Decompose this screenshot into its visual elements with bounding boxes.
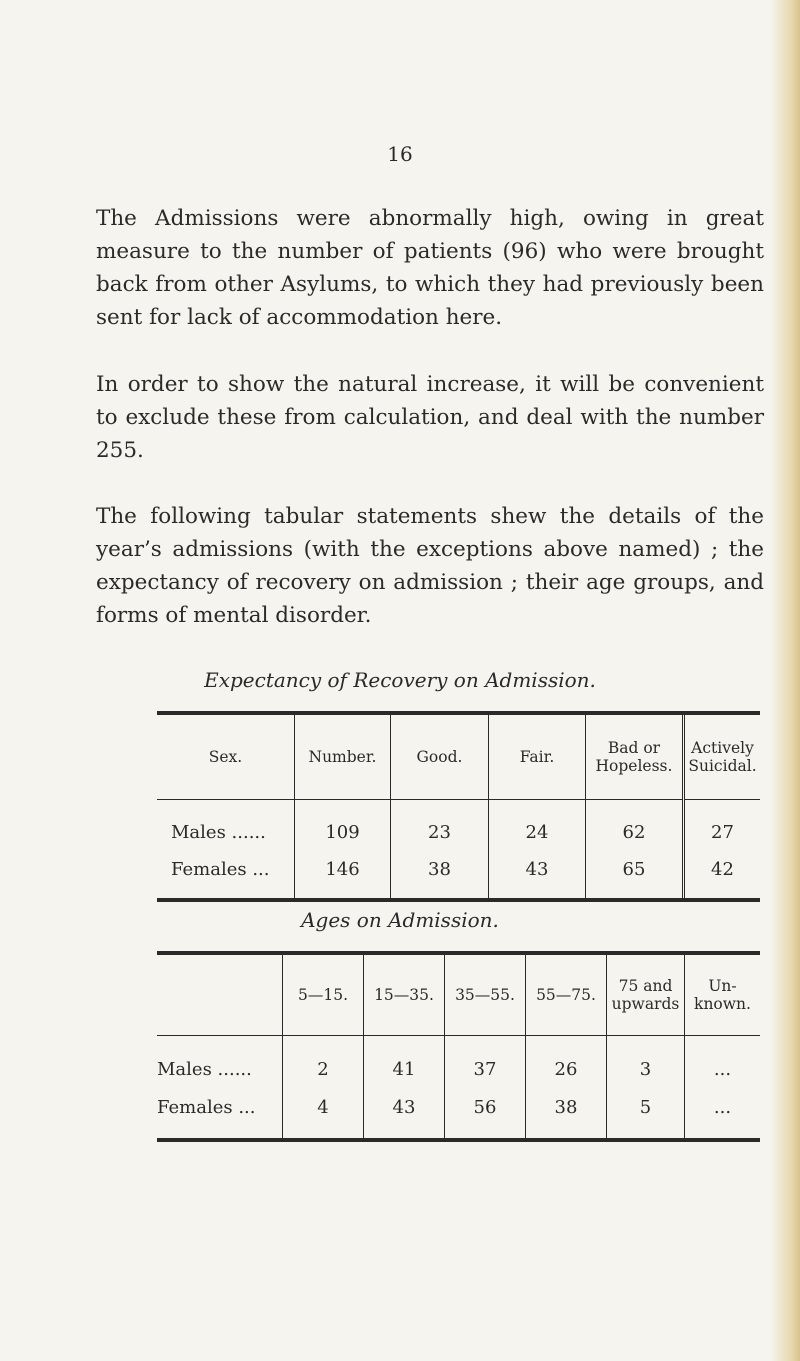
header-empty	[157, 953, 283, 1036]
header-good: Good.	[391, 713, 489, 800]
header-bad-or-hopeless: Bad or Hopeless.	[586, 713, 684, 800]
cell-value: 24	[489, 800, 586, 852]
row-label: Males ......	[157, 1058, 252, 1080]
cell-value: 65	[586, 851, 684, 900]
cell-value: 37	[445, 1036, 526, 1089]
table-row	[157, 851, 760, 900]
cell-value: 41	[364, 1036, 445, 1089]
cell-value: ...	[685, 1036, 761, 1089]
paragraph-natural-increase: In order to show the natural increase, it will be convenient to exclude these from calculation, and deal with the number 255.	[96, 372, 764, 463]
table-title-expectancy: Expectancy of Recovery on Admission.	[204, 668, 596, 692]
header-unknown: Un-known.	[685, 953, 761, 1036]
cell-value: 3	[607, 1036, 685, 1089]
header-age-5-15: 5—15.	[283, 953, 364, 1036]
cell-value: 56	[445, 1088, 526, 1140]
cell-value: 42	[684, 851, 761, 900]
table-title-ages: Ages on Admission.	[301, 908, 499, 932]
table-row	[157, 800, 760, 852]
expectancy-table	[157, 711, 760, 902]
cell-value: 146	[295, 851, 391, 900]
table-row	[157, 1088, 760, 1140]
cell-value: 27	[684, 800, 761, 852]
header-number: Number.	[295, 713, 391, 800]
header-age-15-35: 15—35.	[364, 953, 445, 1036]
cell-value: 38	[526, 1088, 607, 1140]
page-number: 16	[387, 142, 413, 166]
table-header-row	[157, 713, 760, 800]
row-label: Males ......	[171, 822, 266, 843]
row-label: Females ...	[171, 859, 270, 880]
cell-value: 26	[526, 1036, 607, 1089]
cell-value: ...	[685, 1088, 761, 1140]
row-label: Females ...	[157, 1096, 256, 1118]
cell-value: 38	[391, 851, 489, 900]
header-age-55-75: 55—75.	[526, 953, 607, 1036]
header-fair: Fair.	[489, 713, 586, 800]
table-row	[157, 1036, 760, 1089]
paragraph-admissions: The Admissions were abnormally high, owing in great measure to the number of patients (96) who were brought back from other Asylums, to which they had previously been sent for lack of accommodation here.	[96, 206, 764, 330]
cell-value: 109	[295, 800, 391, 852]
paragraph-tabular-statements: The following tabular statements shew the details of the year’s admissions (with the exceptions above named) ; the expectancy of recovery on admission ; their age groups, and forms of mental disorder.	[96, 504, 764, 628]
cell-value: 4	[283, 1088, 364, 1140]
cell-value: 62	[586, 800, 684, 852]
header-sex: Sex.	[157, 713, 295, 800]
cell-value: 5	[607, 1088, 685, 1140]
table-header-row	[157, 953, 760, 1036]
header-actively-suicidal: Actively Suicidal.	[684, 713, 761, 800]
header-age-75-upwards: 75 and upwards	[607, 953, 685, 1036]
cell-value: 43	[489, 851, 586, 900]
ages-table	[157, 951, 760, 1142]
header-age-35-55: 35—55.	[445, 953, 526, 1036]
cell-value: 2	[283, 1036, 364, 1089]
cell-value: 23	[391, 800, 489, 852]
cell-value: 43	[364, 1088, 445, 1140]
